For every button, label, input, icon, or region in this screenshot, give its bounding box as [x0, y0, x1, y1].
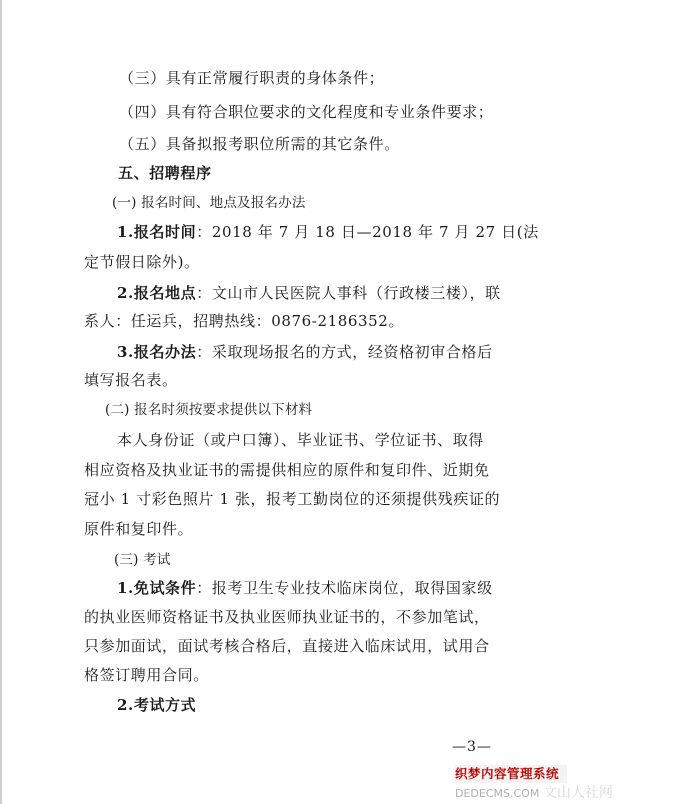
exemption-label: 1.免试条件 [117, 579, 197, 597]
registration-method-text: ：采取现场报名的方式，经资格初审合格后 [196, 343, 493, 361]
registration-place-label: 2.报名地点 [117, 284, 197, 302]
watermark-site: 文山人社网 [542, 785, 613, 801]
registration-time-label: 1.报名时间 [117, 223, 197, 241]
exemption-line-3: 只参加面试，面试考核合格后，直接进入临床试用，试用合 [84, 637, 490, 655]
watermark-footer [455, 784, 613, 802]
condition-3: （三）具有正常履行职责的身体条件； [119, 69, 385, 87]
exam-method-heading: 2.考试方式 [117, 696, 197, 714]
subheading-exam: (三) 考试 [114, 552, 171, 568]
registration-method [0, 342, 684, 362]
materials-line-2: 相应资格及执业证书的需提供相应的原件和复印件、近期免 [84, 461, 490, 479]
condition-5: （五）具备拟报考职位所需的其它条件。 [119, 135, 400, 153]
registration-place-cont: 系人：任运兵，招聘热线：0876-2186352。 [84, 312, 405, 330]
registration-method-label: 3.报名办法 [117, 343, 197, 361]
watermark-domain: DEDECMS.COM [455, 787, 540, 800]
registration-time [0, 222, 684, 242]
registration-time-cont: 定节假日除外)。 [84, 253, 200, 271]
subheading-materials: (二) 报名时须按要求提供以下材料 [105, 402, 313, 418]
exemption-conditions [0, 578, 684, 598]
registration-place-text: ：文山市人民医院人事科（行政楼三楼），联 [196, 284, 501, 302]
registration-place [0, 283, 684, 303]
section-heading-5: 五、招聘程序 [118, 164, 212, 182]
materials-line-3: 冠小 1 寸彩色照片 1 张，报考工勤岗位的还须提供残疾证的 [84, 490, 501, 508]
subheading-registration: (一) 报名时间、地点及报名办法 [112, 195, 306, 211]
materials-line-4: 原件和复印件。 [84, 520, 194, 538]
exemption-text: ：报考卫生专业技术临床岗位，取得国家级 [196, 579, 493, 597]
condition-4: （四）具有符合职位要求的文化程度和专业条件要求； [119, 103, 494, 121]
exemption-line-2: 的执业医师资格证书及执业医师执业证书的，不参加笔试， [84, 608, 490, 626]
exemption-line-4: 格签订聘用合同。 [84, 666, 209, 684]
materials-line-1: 本人身份证（或户口簿）、毕业证书、学位证书、取得 [117, 431, 484, 449]
watermark-cms: 织梦内容管理系统 [455, 765, 567, 783]
registration-method-cont: 填写报名表。 [84, 371, 178, 389]
page-number: —3— [452, 739, 492, 755]
registration-time-text: ：2018 年 7 月 18 日—2018 年 7 月 27 日(法 [196, 223, 539, 241]
